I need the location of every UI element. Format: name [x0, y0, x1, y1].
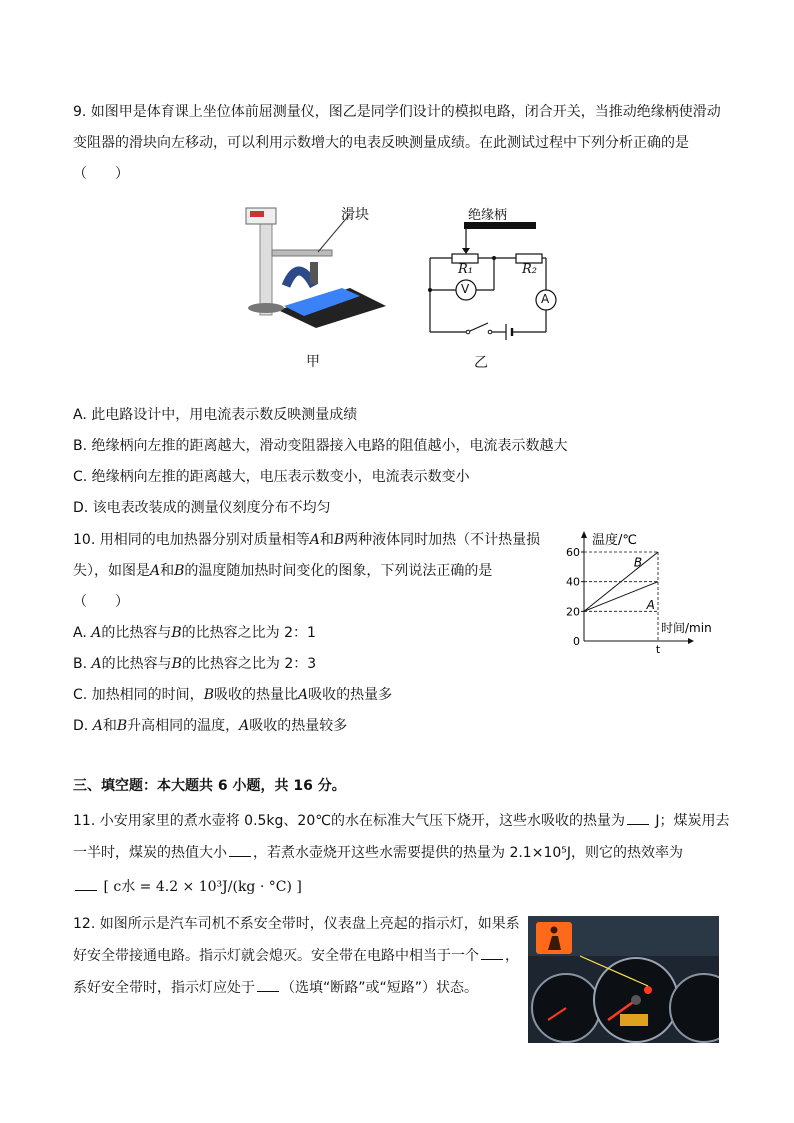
y-axis-arrow: [581, 531, 587, 538]
y-tick-label-0: 0: [573, 635, 580, 648]
q12-line1: 12. 如图所示是汽车司机不系安全带时，仪表盘上亮起的指示灯，如果系: [73, 916, 520, 932]
y-axis-title: 温度/℃: [592, 533, 637, 548]
q10-option-b: B. A的比热容与B的比热容之比为 2：3: [73, 656, 317, 672]
q11-blank-2[interactable]: [229, 842, 251, 857]
ammeter-symbol: A: [541, 292, 550, 306]
fig-yi-caption: 乙: [474, 355, 488, 371]
fig-jia-slider-label: 滑块: [341, 207, 369, 223]
temperature-time-chart: [560, 528, 726, 658]
x-axis-arrow: [688, 638, 694, 644]
q11-line1: 11. 小安用家里的煮水壶将 0.5kg、20℃的水在标准大气压下烧开，这些水吸收的热量为 J；煤炭用去: [73, 810, 730, 831]
x-axis-title: 时间/min: [661, 621, 712, 635]
q11-blank-1[interactable]: [627, 810, 649, 825]
q12-blank-1[interactable]: [481, 945, 503, 960]
q11-line3: [73, 876, 302, 897]
figure-yi-circuit: [422, 218, 562, 348]
q11-line2: 一半时，煤炭的热值大小 ，若煮水壶烧开这些水需要提供的热量为 2.1×10⁵J，则它的热效率为: [73, 842, 683, 863]
q10-stem-line1: 10. 用相同的电加热器分别对质量相等A和B两种液体同时加热（不计热量损: [73, 532, 541, 548]
q12-line2: 好安全带接通电路。指示灯就会熄灭。安全带在电路中相当于一个 ，: [73, 945, 519, 966]
q12-line3: 系好安全带时，指示灯应处于 （选填“断路”或“短路”）状态。: [73, 977, 478, 998]
y-tick-label-40: 40: [566, 575, 580, 589]
q10-stem-line2: 失），如图是A和B的温度随加热时间变化的图象，下列说法正确的是: [73, 563, 493, 579]
section-3-heading: 三、填空题：本大题共 6 小题，共 16 分。: [73, 778, 346, 794]
q10-option-a: A. A的比热容与B的比热容之比为 2：1: [73, 625, 316, 641]
series-label-A: A: [646, 598, 655, 613]
q9-stem-line1: 9. 如图甲是体育课上坐位体前屈测量仪，图乙是同学们设计的模拟电路，闭合开关，当推动绝缘柄使滑动: [73, 104, 721, 120]
q9-option-b: B. 绝缘柄向左推的距离越大，滑动变阻器接入电路的阻值越小，电流表示数越大: [73, 438, 568, 454]
water-specific-heat-formula: [ c水 = 4.2 × 10³J/(kg · °C) ]: [103, 879, 302, 895]
q11-blank-3[interactable]: [75, 876, 97, 891]
q9-paren: （ ）: [73, 166, 129, 182]
voltmeter-symbol: V: [461, 282, 470, 296]
q9-option-d: D. 该电表改装成的测量仪刻度分布不均匀: [73, 500, 331, 516]
fig-yi-handle-label: 绝缘柄: [468, 208, 508, 223]
q12-blank-2[interactable]: [257, 977, 279, 992]
q9-stem-line2: 变阻器的滑块向左移动，可以利用示数增大的电表反映测量成绩。在此测试过程中下列分析正确的是: [73, 135, 689, 151]
dashboard-photo: [528, 916, 719, 1043]
q10-option-d: D. A和B升高相同的温度，A吸收的热量较多: [73, 718, 348, 734]
fig-yi-r1-label: R₁: [458, 262, 473, 277]
q9-option-a: A. 此电路设计中，用电流表示数反映测量成绩: [73, 407, 358, 423]
y-tick-label-60: 60: [566, 546, 580, 559]
q9-option-c: C. 绝缘柄向左推的距离越大，电压表示数变小，电流表示数变小: [73, 469, 470, 485]
fig-jia-caption: 甲: [306, 354, 320, 370]
x-tick-label-t: t: [655, 643, 661, 656]
q10-paren: （ ）: [73, 594, 129, 610]
y-tick-label-20: 20: [566, 605, 580, 619]
fig-yi-r2-label: R₂: [522, 262, 537, 277]
series-label-B: B: [633, 555, 643, 570]
q10-option-c: C. 加热相同的时间，B吸收的热量比A吸收的热量多: [73, 687, 393, 703]
